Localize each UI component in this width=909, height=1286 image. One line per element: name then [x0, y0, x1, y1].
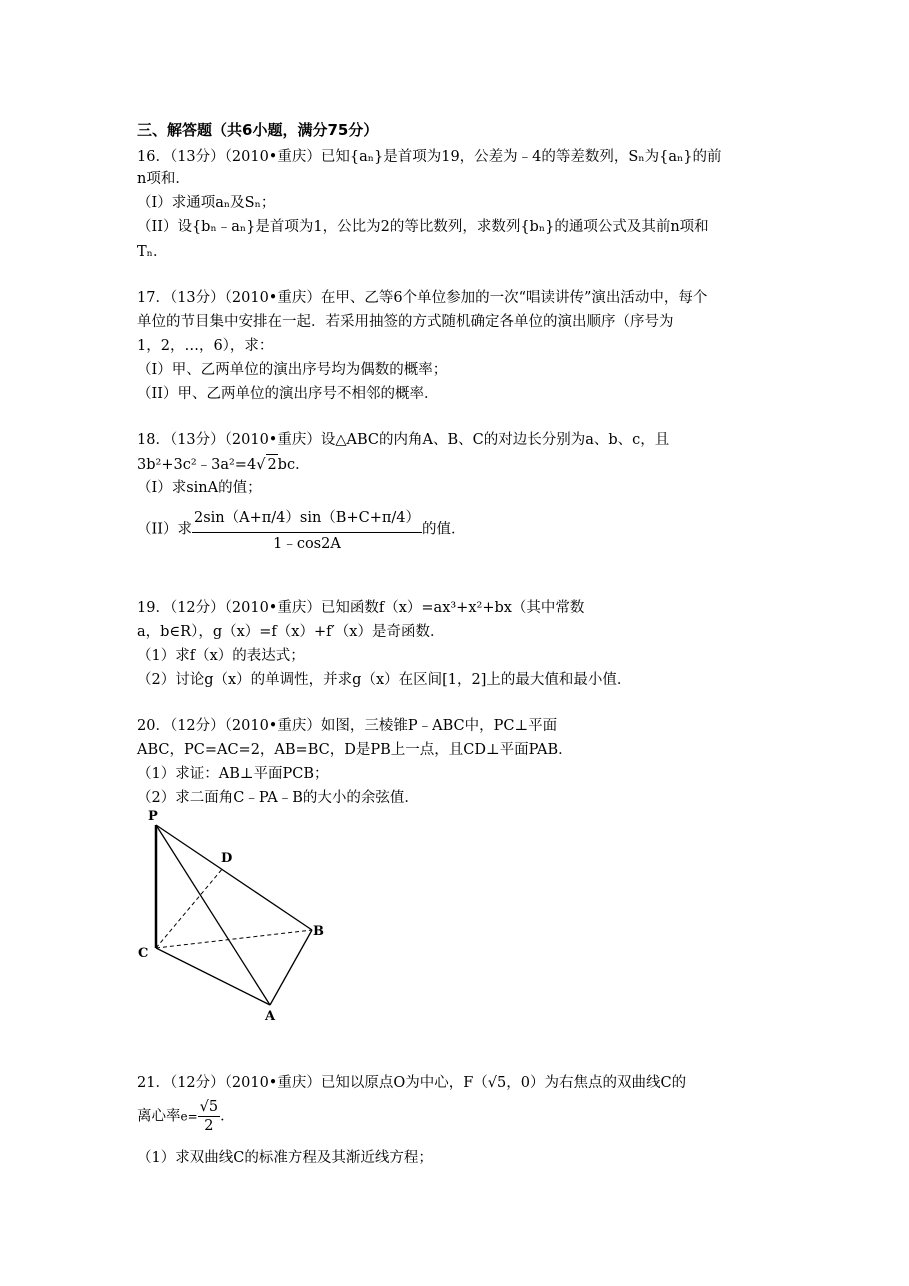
q18-stem-line2: 3b²+3c²﹣3a²=4√ 2bc．	[137, 454, 310, 475]
q17-part1: （I）甲、乙两单位的演出序号均为偶数的概率；	[137, 362, 448, 378]
q18-part2-prefix: （II）求	[137, 521, 192, 538]
edge-CB-dashed	[156, 930, 312, 948]
q19-part2: （2）讨论g（x）的单调性，并求g（x）在区间[1，2]上的最大值和最小值．	[137, 672, 632, 688]
q20-pyramid-figure	[130, 805, 340, 1030]
q16-part2: （II）设{bₙ﹣aₙ}是首项为1，公比为2的等比数列，求数列{bₙ}的通项公式及其前n项和	[137, 219, 709, 235]
q21-stem-line2	[137, 1098, 235, 1135]
q20-stem-line2: ABC，PC=AC=2，AB=BC，D是PB上一点，且CD⊥平面PAB．	[137, 742, 573, 758]
q18-fraction-numerator: 2sin（A+π/4）sin（B+C+π/4）	[192, 504, 422, 533]
q20-part2: （2）求二面角C﹣PA﹣B的大小的余弦值．	[137, 790, 419, 806]
q17-stem-line2: 单位的节目集中安排在一起．若采用抽签的方式随机确定各单位的演出顺序（序号为	[137, 314, 674, 330]
q21-fraction-numerator: √5	[199, 1099, 219, 1115]
q21-stem-suffix: 为右焦点的双曲线C的	[544, 1075, 687, 1091]
q16-stem-line2: n项和．	[137, 171, 190, 187]
label-C: C	[138, 946, 149, 961]
edge-CD-dashed	[156, 868, 223, 948]
q19-stem-line2: a，b∈R），g（x）=f（x）+f′（x）是奇函数．	[137, 624, 445, 640]
q17-stem-line1: 17．（13分）（2010•重庆）在甲、乙等6个单位参加的一次“唱读讲传”演出活动中，每个	[137, 290, 708, 306]
q18-equation-right: bc．	[277, 457, 310, 473]
q18-stem-line1: 18．（13分）（2010•重庆）设△ABC的内角A、B、C的对边长分别为a、b、c，且	[137, 432, 670, 448]
edge-PB	[156, 825, 312, 930]
q21-focus: F（√5，0）	[463, 1075, 545, 1091]
edge-PA	[156, 825, 270, 1005]
label-D: D	[221, 851, 233, 866]
q21-eccentricity-label: 离心率	[137, 1108, 181, 1125]
q21-part1: （1）求双曲线C的标准方程及其渐近线方程；	[137, 1150, 433, 1166]
edge-CA	[156, 948, 270, 1005]
q17-part2: （II）甲、乙两单位的演出序号不相邻的概率．	[137, 386, 439, 402]
q21-fraction-denominator: 2	[204, 1118, 214, 1134]
q20-part1: （1）求证：AB⊥平面PCB；	[137, 766, 329, 782]
q19-part1: （1）求f（x）的表达式；	[137, 648, 305, 664]
q21-stem-period: ．	[220, 1108, 235, 1125]
section-title: 三、解答题（共6小题，满分75分）	[137, 121, 379, 139]
q18-equation-left: 3b²+3c²﹣3a²=4	[137, 457, 257, 473]
edge-AB	[270, 930, 312, 1005]
q18-fraction-denominator: 1﹣cos2A	[273, 536, 341, 552]
q21-eccentricity-fraction	[198, 1098, 220, 1135]
q18-part2	[137, 504, 465, 555]
q18-part1: （I）求sinA的值；	[137, 480, 262, 496]
label-B: B	[313, 924, 324, 939]
q16-part1: （I）求通项aₙ及Sₙ；	[137, 195, 276, 211]
q18-part2-suffix: 的值．	[421, 521, 466, 538]
q20-stem-line1: 20．（12分）（2010•重庆）如图，三棱锥P﹣ABC中，PC⊥平面	[137, 718, 558, 734]
q18-fraction	[192, 504, 422, 555]
q17-stem-line3: 1，2，…，6），求：	[137, 338, 274, 354]
q21-stem-line1	[137, 1073, 686, 1093]
q18-radicand: 2	[266, 454, 277, 475]
q16-stem-line1: 16．（13分）（2010•重庆）已知{aₙ}是首项为19，公差为﹣4的等差数列，Sₙ为{aₙ}的前	[137, 149, 722, 165]
q19-stem-line1: 19．（12分）（2010•重庆）已知函数f（x）=ax³+x²+bx（其中常数	[137, 600, 585, 616]
q16-part2-cont: Tₙ．	[137, 244, 168, 260]
q21-e-symbol: e=	[180, 1109, 198, 1124]
q21-stem-prefix: 21．（12分）（2010•重庆）已知以原点O为中心，	[137, 1075, 464, 1091]
label-A: A	[265, 1009, 276, 1024]
label-P: P	[148, 809, 158, 824]
